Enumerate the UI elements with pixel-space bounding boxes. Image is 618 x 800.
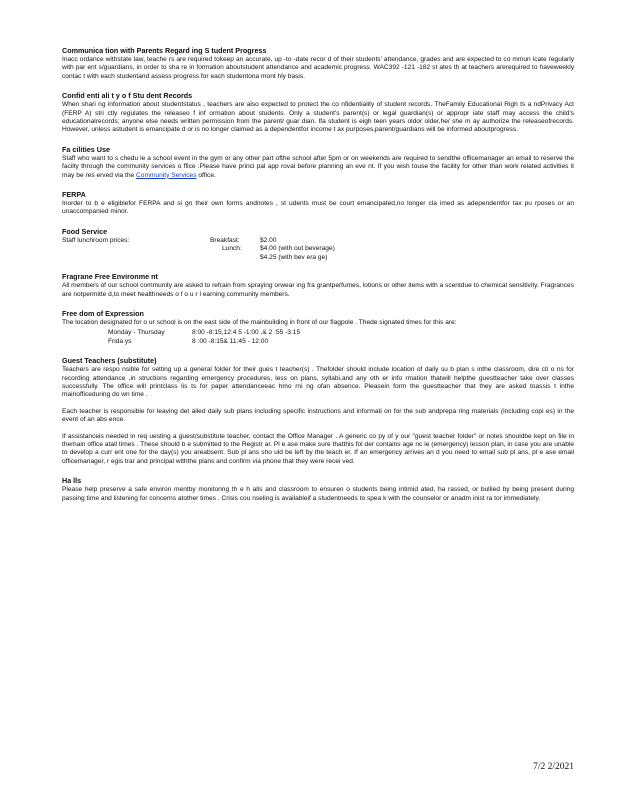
section-body	[62, 155, 574, 180]
section-food	[62, 227, 574, 262]
section-body: Each teacher is responsible for leaving det ailed daily sub plans including specific instructions and informati on for the sub andprepa ring materials (including copi es) in the event of an abs ence.	[62, 407, 574, 424]
section-halls	[62, 476, 574, 503]
section-body: All members of our school community are asked to refrain from spraying orwear ing fra grantperfumes, lotions or other items with a scentdue to chemical sensitivity. Fragrances are notpermitte d,to meet healthneeds o f o u r l earning community members.	[62, 282, 574, 298]
section-communication	[62, 46, 574, 81]
section-heading: Ha lls	[62, 476, 82, 486]
section-body: The location designated for o ur school is on the east side of the mainbuilding in front of our flagpole . Thede signated times for this are:	[62, 318, 457, 326]
price-amount: $4.00 (with out beverage)	[260, 245, 335, 253]
section-guest-teachers	[62, 356, 574, 466]
price-row	[62, 237, 574, 245]
section-heading: FERPA	[62, 190, 86, 200]
section-heading: Guest Teachers (substitute)	[62, 356, 157, 366]
section-confidentiality	[62, 91, 574, 135]
section-ferpa	[62, 190, 574, 217]
schedule-days: Monday - Thursday	[108, 329, 165, 337]
section-heading: Communica tion with Parents Regard ing S tudent Progress	[62, 46, 267, 55]
section-heading: Confid enti ali t y o f Stu dent Records	[62, 91, 193, 101]
section-body: If assistanceis needed in req uesting a guest/substitute teacher, contact the Office Manager . A generic co py of y our "guest teacher folder" or notes shouldbe kept on file in themain office atall times . These should b e submitted to the Registr ar. Pl e ase make sure thatthis fol der contains age nc ie (emergency) lesson plan, in case you are unable to develop a curr ent one for the day(s) you areabsent. Sub pl ans sho uld be left by the teach er. If an emergency arrives an d you need to email sub pl ans, pl e ase email officemanager, r egis trar and principal withthe plans and confirm via phone that they were recei ved.	[62, 432, 574, 465]
section-heading: Food Service	[62, 226, 108, 236]
community-services-link[interactable]: Community Services	[136, 171, 197, 179]
section-body: Teachers are respo nsible for setting up a general folder for their gues t teacher(s) . Thefolder should include location of daily su b plan s inthe classroom, dire cti o ns for recording attendance ,in structions regarding emergency procedures, less on plans, syllabi,and any oth er info rmation thatwill helpthe guestteacher take over classes successfully. The office will printclass lis ts for paper attendanceeac hmo rni ng ofan absence. Pleasein form the guestteacher that they are asked toassis t inthe mainofficeduring do wn time .	[62, 366, 574, 399]
section-body: When shari ng information about studentstatus , teachers are also expected to protect the co nfidentiality of student records. TheFamily Educational Righ ts a ndPrivacy Act (FERP A) stri ctly regulates the releaseo f inf ormation about students. Only a student's parent(s) or legal guardian(s) or appropr iate staff may access the child's educationalrecords; anyone else needs written permission from the parent/ guar dian. Ifa student is eigh teen years oldor older,he/ she m ay authorize the releaseofrecords. However, unless astudent is emancipate d or is no longer claimed as a dependentfor income t ax purposes,parent/guardians will be informed aboutprogress.	[62, 101, 574, 134]
schedule-days: Frida ys	[108, 337, 132, 345]
section-body: Please help preserve a safe environ mentby monitoring th e h alls and classroom to ensuren o students being intimid ated, ha rassed, or bullied by being present during passing time and listening for concerns atother times . Crisis cou nseling is availableif a studentneeds to spea k with the counselor or anadm inist ra tor immediately.	[62, 486, 574, 502]
schedule-row	[62, 329, 574, 337]
price-amount: $4.25 (with bev era ge)	[260, 253, 328, 261]
section-body: Inacc ordance withstate law, teache rs are required tokeep an accurate, up -to -date recor d of their students' attendance, grades and are expected to co mmun icate regularly with par ent s/guardians, in order to sha re in formation aboutstudent attendance and academic progress. WAC392 -121 -182 st ates th at teachers arerequired to haveweekly contac t with each studentand assess progress for each studentona mont hly basis.	[62, 56, 574, 80]
footer-date: 7/2 2/2021	[533, 762, 574, 772]
schedule-row	[62, 338, 574, 346]
section-fragrance	[62, 272, 574, 299]
section-heading: Free dom of Expression	[62, 308, 144, 318]
price-row	[62, 245, 574, 253]
section-heading: Fragrane Free Environme nt	[62, 272, 158, 282]
price-amount: $2.00	[260, 236, 277, 244]
section-expression	[62, 309, 574, 346]
schedule-times: 8 :00 -8:15& 11:45 - 12:00	[192, 337, 269, 345]
section-heading: Fa cilities Use	[62, 144, 110, 154]
section-facilities	[62, 145, 574, 180]
price-row	[62, 254, 574, 262]
price-meal: Lunch:	[222, 245, 242, 253]
body-text-after-link: office.	[198, 171, 216, 179]
body-text-before-link: Staff who want to s chedu le a school event in the gym or any other part ofthe school after 5pm or on weekends are required to sendthe officemanager an email to reserve the facilty through the community services o ffice .Please have princi pal app roval before planning an eve nt. If you wish touse the facility for other than work related activities it may be res erved via the	[62, 154, 574, 179]
section-body: Inorder to b e eligiblefor FERPA and si gn their own forms andnotes , st udents must be court emancipated,no longer cla imed as adependentfor tax pu rposes or an unaccompanied minor.	[62, 200, 574, 216]
price-meal: Breakfast:	[210, 236, 240, 244]
price-meal	[210, 254, 248, 262]
schedule-times: 8:00 -8:15,12:4 5 -1:00 ,& 2 :55 -3:15	[192, 329, 301, 337]
price-label: Staff lunchroom prices:	[62, 236, 130, 244]
